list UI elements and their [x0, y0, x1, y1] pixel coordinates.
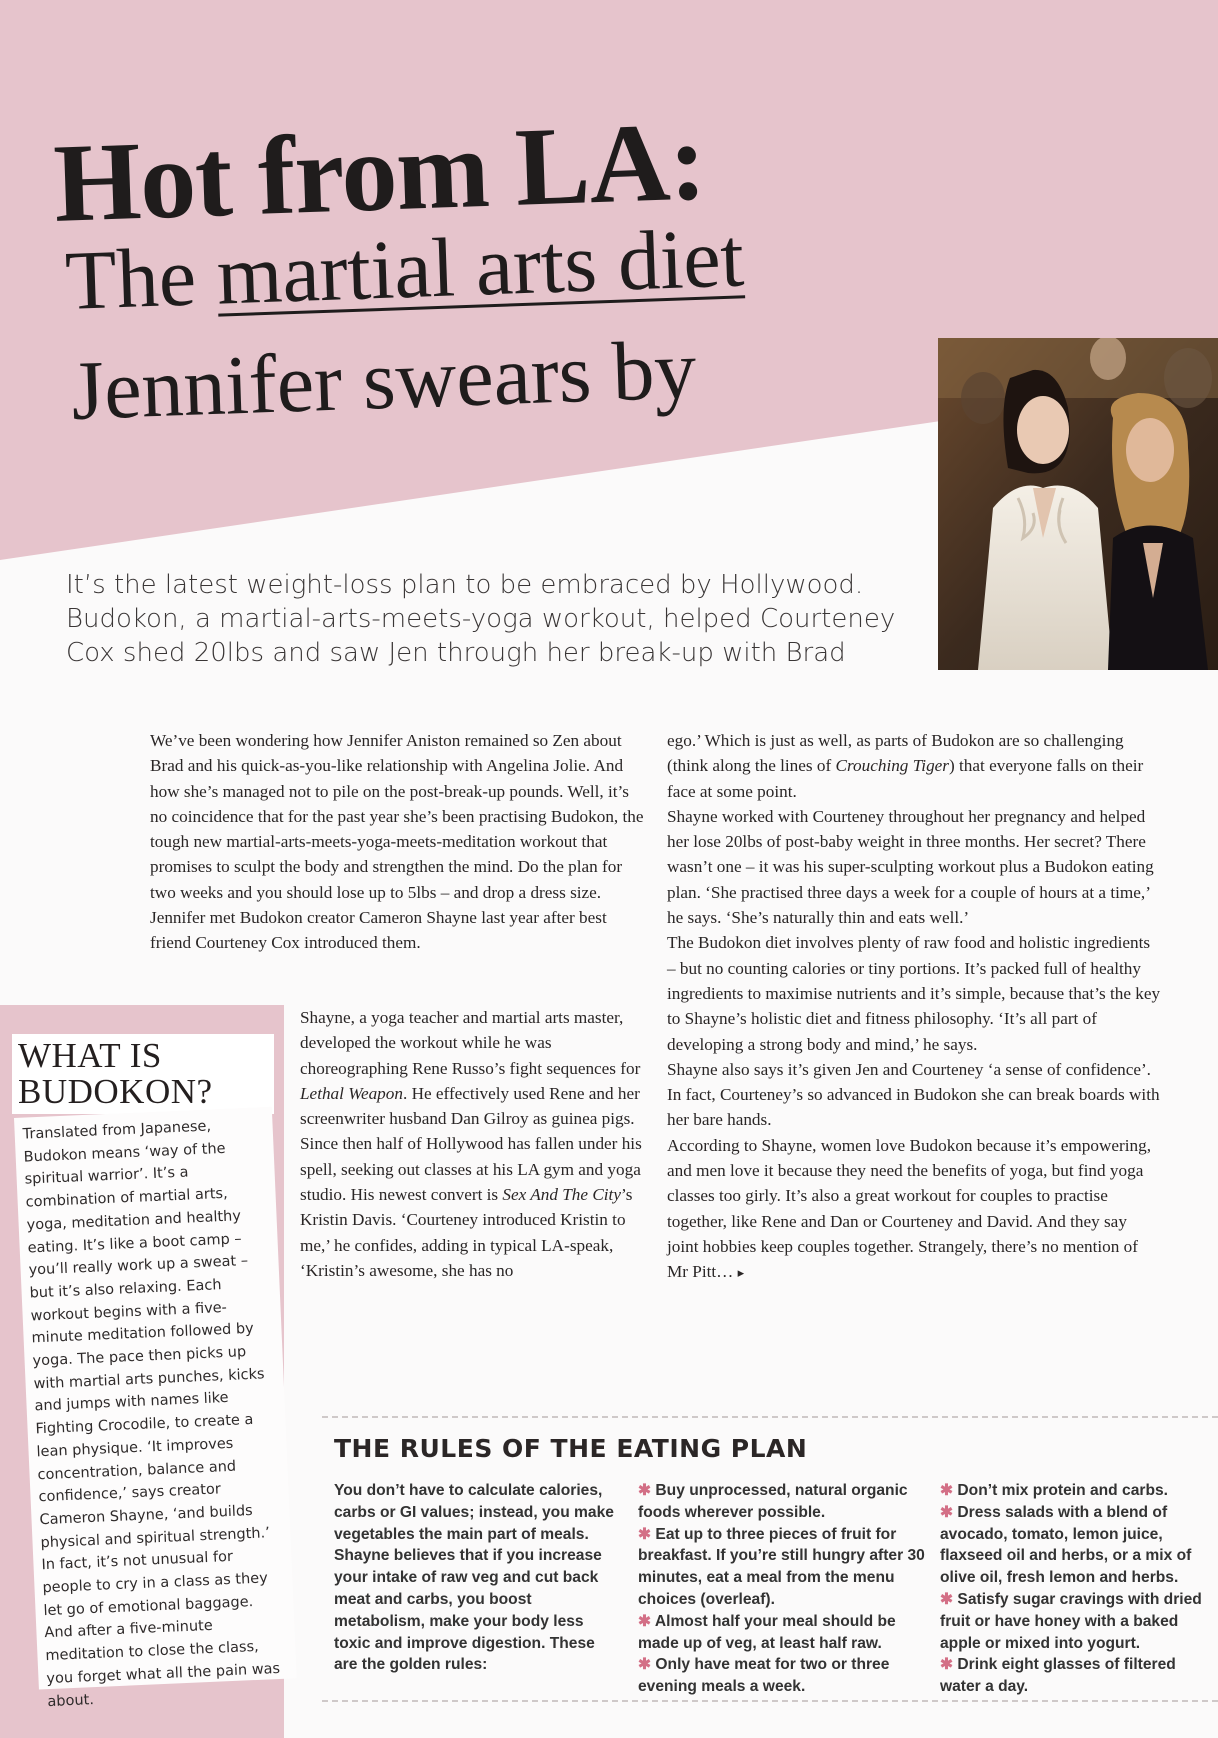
body-column-1-top — [150, 728, 650, 956]
bullet-star-icon: ✱ — [638, 1612, 652, 1630]
body-paragraph — [300, 1005, 652, 1283]
headline-line-2 — [63, 211, 746, 328]
rules-intro-column — [334, 1480, 619, 1676]
rules-column-2 — [638, 1480, 928, 1698]
body-text: ’s Kristin Davis. ‘Courteney introduced Kristin to me,’ he confides, adding in typical LA-speak, ‘Kristin’s awesome, she has no — [300, 1185, 633, 1280]
body-column-2 — [667, 728, 1162, 1286]
bullet-star-icon: ✱ — [940, 1482, 954, 1499]
rule-text: Eat up to three pieces of fruit for breakfast. If you’re still hungry after 30 minutes, eat a meal from the menu choices (overleaf). — [638, 1525, 925, 1608]
bullet-star-icon: ✱ — [638, 1656, 652, 1674]
rules-top-divider — [322, 1416, 1218, 1418]
rule-text: Only have meat for two or three evening meals a week. — [638, 1656, 890, 1696]
film-title: Lethal Weapon — [300, 1083, 403, 1103]
standfirst-line-2: Budokon, a martial-arts-meets-yoga workout, helped Courteney — [66, 604, 896, 634]
rule-item — [638, 1524, 928, 1611]
film-title: Crouching Tiger — [835, 756, 949, 776]
headline-line-1: Hot from LA: — [51, 99, 708, 246]
sidebar-text: Translated from Japanese, Budokon means ‘way of the spiritual warrior’. It’s a combination of martial arts, yoga, meditation and healthy eating. It’s like a boot camp – you’ll really work up a sweat – but it’s also relaxing. Each workout begins with a five-minute meditation followed by yoga. The pace then picks up with martial arts punches, kicks and jumps with names like Fighting Crocodile, to create a lean physique. ‘It improves concentration, balance and confidence,’ says creator Cameron Shayne, ‘and builds physical and spiritual strength.’ In fact, it’s not unusual for people to cry in a class as they let go of emotional baggage. And after a five-minute meditation to close the class, you forget what all the pain was about. — [22, 1118, 281, 1710]
standfirst — [66, 568, 936, 670]
rule-text: Almost half your meal should be made up of veg, at least half raw. — [638, 1612, 896, 1652]
body-text: ) that everyone falls on their face at some point. — [667, 756, 1144, 801]
body-paragraph: We’ve been wondering how Jennifer Aniston remained so Zen about Brad and his quick-as-you-like relationship with Angelina Jolie. And how she’s managed not to pile on the post-break-up pounds. Well, it’s no coincidence that for the past year she’s been practising Budokon, the tough new martial-arts-meets-yoga-meets-meditation workout that promises to sculpt the body and strengthen the mind. Do the plan for two weeks and you should lose up to 5lbs – and drop a dress size. Jennifer met Budokon creator Cameron Shayne last year after best friend Courteney Cox introduced them. — [150, 731, 644, 953]
rule-text: Dress salads with a blend of avocado, tomato, lemon juice, flaxseed oil and herbs, or a mix of olive oil, fresh lemon and herbs. — [940, 1503, 1192, 1587]
rule-text: Drink eight glasses of filtered water a day. — [940, 1656, 1176, 1696]
rule-item — [940, 1502, 1218, 1589]
rule-item — [638, 1654, 928, 1698]
body-paragraph — [667, 1133, 1162, 1286]
rule-text: Don’t mix protein and carbs. — [957, 1482, 1168, 1499]
bullet-star-icon: ✱ — [940, 1503, 954, 1521]
body-text: . He effectively used Rene and her screenwriter husband Dan Gilroy as guinea pigs. Since then half of Hollywood has fallen under his spell, seeking out classes at his LA gym and yoga studio. His newest convert is — [300, 1083, 642, 1205]
body-paragraph: Shayne worked with Courteney throughout her pregnancy and helped her lose 20lbs of post-baby weight in three months. Her secret? There wasn’t one – it was his super-sculpting workout plus a Budokon eating plan. ‘She practised three days a week for a couple of hours at a time,’ he says. ‘She’s naturally thin and eats well.’ — [667, 806, 1154, 928]
body-text: Shayne, a yoga teacher and martial arts master, developed the workout while he was choreographing Rene Russo’s fight sequences for — [300, 1008, 641, 1078]
rule-text: Buy unprocessed, natural organic foods wherever possible. — [638, 1482, 908, 1521]
body-paragraph: Shayne also says it’s given Jen and Courteney ‘a sense of confidence’. In fact, Courteney’s so advanced in Budokon she can break boards with her bare hands. — [667, 1059, 1160, 1130]
rules-bottom-divider — [322, 1700, 1218, 1702]
rules-column-3 — [940, 1480, 1218, 1698]
rule-item — [940, 1654, 1218, 1698]
show-title: Sex And The City — [502, 1185, 621, 1205]
headline-line-2-pre: The — [63, 229, 219, 328]
sidebar-box — [14, 1107, 297, 1710]
body-text: According to Shayne, women love Budokon because it’s empowering, and men love it because they need the benefits of yoga, but find yoga classes too girly. It’s also a great workout for couples to practise together, like Rene and Dan or Courteney and David. And they say joint hobbies keep couples together. Strangely, there’s no mention of Mr Pitt… — [667, 1135, 1152, 1282]
standfirst-line-3: Cox shed 20lbs and saw Jen through her break-up with Brad — [66, 638, 846, 668]
bullet-star-icon: ✱ — [940, 1656, 954, 1674]
photo-illustration — [938, 338, 1218, 670]
rule-item — [940, 1480, 1218, 1502]
body-paragraph: The Budokon diet involves plenty of raw food and holistic ingredients – but no counting calories or tiny portions. It’s packed full of healthy ingredients to maximise nutrients and it’s simple, because that’s the key to Shayne’s holistic diet and fitness philosophy. ‘It’s all part of developing a strong body and mind,’ he says. — [667, 933, 1161, 1054]
bullet-star-icon: ✱ — [638, 1525, 652, 1543]
rules-intro: You don’t have to calculate calories, carbs or GI values; instead, you make vegetables the main part of meals. Shayne believes that if you increase your intake of raw veg and cut back meat and carbs, you boost metabolism, make your body less toxic and improve digestion. These are the golden rules: — [334, 1482, 614, 1674]
body-text: ego.’ Which is just as well, as parts of Budokon are so challenging (think along the lines of — [667, 731, 1124, 776]
body-column-1-bottom — [300, 1005, 652, 1283]
continue-arrow-icon: ▸ — [737, 1265, 745, 1281]
sidebar-heading-line-2: BUDOKON? — [18, 1072, 213, 1111]
sidebar-heading — [12, 1034, 274, 1114]
headline-underlined: martial arts diet — [215, 211, 746, 323]
rule-item — [638, 1480, 928, 1524]
sidebar-heading-line-1: WHAT IS — [18, 1036, 162, 1075]
rule-text: Satisfy sugar cravings with dried fruit or have honey with a baked apple or mixed into yogurt. — [940, 1590, 1202, 1652]
bullet-star-icon: ✱ — [638, 1482, 652, 1499]
standfirst-line-1: It’s the latest weight-loss plan to be embraced by Hollywood. — [66, 570, 864, 600]
headline-line-3: Jennifer swears by — [69, 323, 698, 438]
rule-item — [940, 1589, 1218, 1654]
bullet-star-icon: ✱ — [940, 1590, 954, 1608]
rule-item — [638, 1611, 928, 1655]
celebrity-photo — [938, 338, 1218, 670]
body-paragraph — [667, 728, 1162, 804]
rules-title: THE RULES OF THE EATING PLAN — [334, 1434, 808, 1463]
